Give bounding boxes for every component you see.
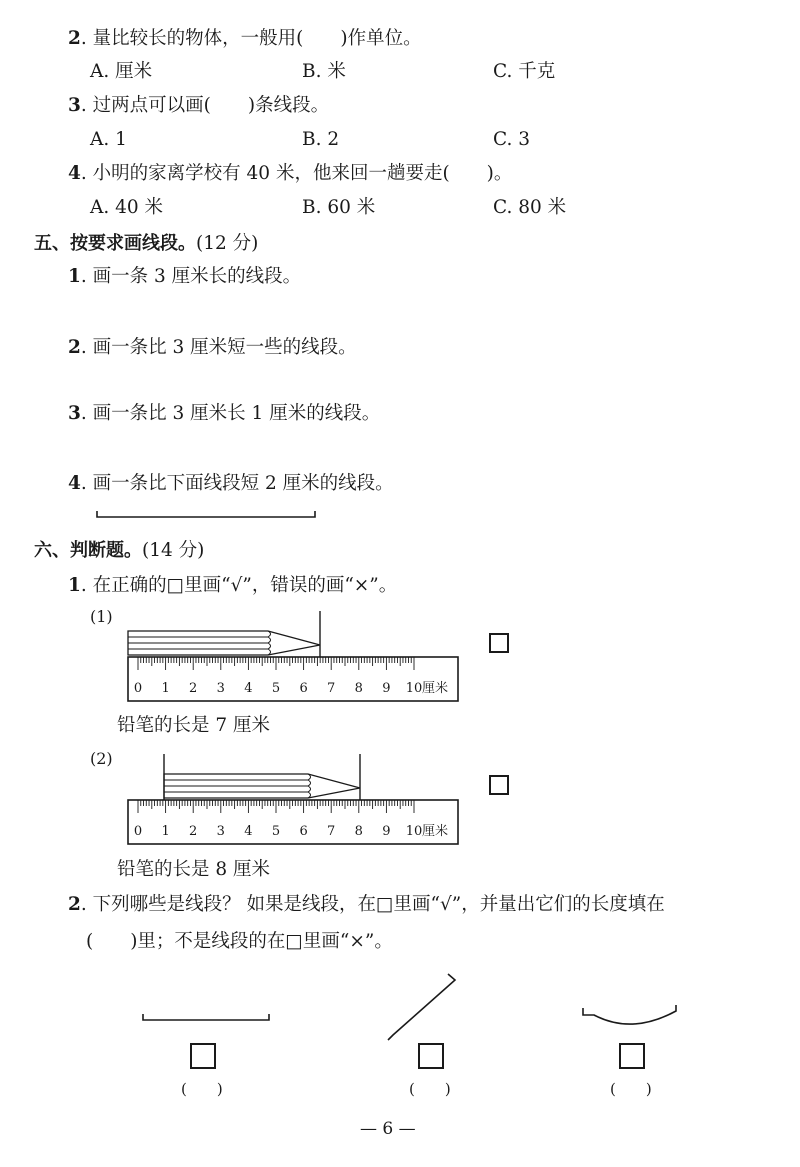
q3-option-c: C. 3 [493, 129, 531, 150]
q4-option-a: A. 40 米 [90, 197, 164, 218]
figure-curve [583, 1005, 676, 1024]
ruler-number-7: 7 [327, 824, 336, 839]
q3-option-b: B. 2 [302, 129, 340, 150]
ruler-number-6: 6 [299, 681, 308, 696]
q2-option-c: C. 千克 [493, 61, 556, 82]
ruler-number-8: 8 [354, 681, 363, 696]
q2-option-a: A. 厘米 [90, 61, 153, 82]
figure-ray [388, 974, 455, 1040]
item-text: . 画一条 3 厘米长的线段。 [80, 266, 302, 287]
question-text: . 在正确的□里画“√”，错误的画“×”。 [80, 575, 398, 596]
question-text: . 过两点可以画( )条线段。 [80, 95, 330, 116]
ruler-number-9: 9 [382, 681, 391, 696]
sub-question-1-label: (1) [90, 607, 113, 626]
ruler-number-4: 4 [244, 681, 253, 696]
ruler-number-6: 6 [299, 824, 308, 839]
ruler-number-2: 2 [189, 824, 198, 839]
q4-option-c: C. 80 米 [493, 197, 567, 218]
ruler-number-7: 7 [327, 681, 336, 696]
section6-question-2-line2: ( )里；不是线段的在□里画“×”。 [86, 931, 393, 952]
item-number: 1 [68, 266, 81, 287]
sub-question-2-label: (2) [90, 749, 113, 768]
figure-2-answer-blank[interactable]: ( ) [409, 1080, 451, 1098]
figure-3-answer-blank[interactable]: ( ) [610, 1080, 652, 1098]
question-number: 1 [68, 575, 81, 596]
ruler-number-4: 4 [244, 824, 253, 839]
ruler-number-1: 1 [161, 681, 170, 696]
q4-option-b: B. 60 米 [302, 197, 376, 218]
question-text: . 量比较长的物体，一般用( )作单位。 [80, 28, 422, 49]
question-number: 2 [68, 28, 81, 49]
ruler-unit-label: 厘米 [422, 681, 449, 696]
figure-1-answer-blank[interactable]: ( ) [181, 1080, 223, 1098]
sub-question-2-caption: 铅笔的长是 8 厘米 [117, 859, 271, 880]
ruler-number-0: 0 [133, 824, 143, 839]
sub-question-1-caption: 铅笔的长是 7 厘米 [117, 715, 271, 736]
ruler-unit-label: 厘米 [422, 824, 449, 839]
ruler-number-8: 8 [354, 824, 363, 839]
item-text: . 画一条比 3 厘米短一些的线段。 [80, 337, 357, 358]
q3-option-a: A. 1 [90, 129, 127, 150]
ruler-number-0: 0 [133, 681, 143, 696]
ruler-number-3: 3 [216, 824, 225, 839]
section-title: 六、判断题。 [34, 540, 142, 561]
ruler-number-1: 1 [161, 824, 170, 839]
question-number: 4 [68, 163, 81, 184]
ruler-number-9: 9 [382, 824, 391, 839]
item-text: . 画一条比 3 厘米长 1 厘米的线段。 [80, 403, 381, 424]
question-text: . 下列哪些是线段？ 如果是线段，在□里画“√”，并量出它们的长度填在 [80, 894, 665, 915]
section-score: (14 分) [142, 540, 205, 561]
ruler-number-5: 5 [271, 681, 281, 696]
question-number: 3 [68, 95, 81, 116]
section-score: (12 分) [196, 233, 259, 254]
q2-option-b: B. 米 [302, 61, 346, 82]
ruler-number-3: 3 [216, 681, 225, 696]
ruler-number-5: 5 [271, 824, 281, 839]
ruler-number-10: 10 [405, 824, 423, 839]
ruler-number-10: 10 [405, 681, 423, 696]
item-text: . 画一条比下面线段短 2 厘米的线段。 [80, 473, 394, 494]
page-number: — 6 — [360, 1119, 416, 1139]
question-text: . 小明的家离学校有 40 米，他来回一趟要走( )。 [80, 163, 513, 184]
item-number: 2 [68, 337, 81, 358]
item-number: 4 [68, 473, 81, 494]
section-title: 五、按要求画线段。 [34, 233, 196, 254]
figure-segment [143, 1014, 269, 1020]
ruler-number-2: 2 [189, 681, 198, 696]
item-number: 3 [68, 403, 81, 424]
figure-2-checkbox[interactable] [418, 1043, 444, 1069]
figure-1-checkbox[interactable] [190, 1043, 216, 1069]
figure-3-checkbox[interactable] [619, 1043, 645, 1069]
question-number: 2 [68, 894, 81, 915]
